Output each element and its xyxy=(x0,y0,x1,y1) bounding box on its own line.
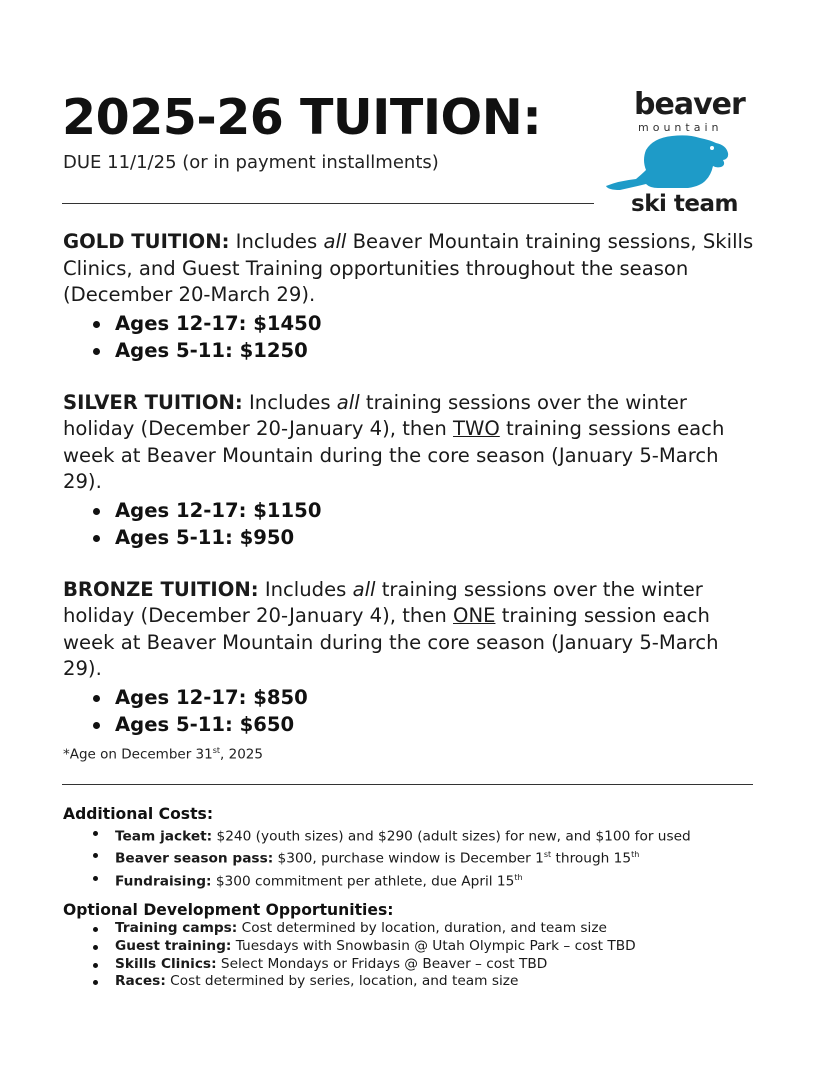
tier-desc-text: training sessions each week at Beaver Mountain during the core season (January 5-March 29). xyxy=(63,417,725,493)
logo-word-mountain: mountain xyxy=(638,121,723,134)
tier-desc-text: Includes xyxy=(229,230,324,253)
tier-description xyxy=(63,390,763,496)
opportunity-label: Guest training: xyxy=(115,937,232,954)
opportunity-item xyxy=(93,920,763,938)
cost-item xyxy=(93,824,763,846)
optional-development-heading: Optional Development Opportunities: xyxy=(63,901,394,919)
tier-desc-text: Includes xyxy=(242,390,337,414)
tuition-tiers xyxy=(63,229,763,764)
cost-item xyxy=(93,869,763,891)
tier-bronze xyxy=(63,577,763,738)
price-list xyxy=(63,684,763,738)
tier-desc-text: training sessions over the winter holiday (December 20-January 4), then xyxy=(63,390,687,440)
section-divider xyxy=(62,784,753,785)
page-title: 2025-26 TUITION: xyxy=(62,89,542,146)
price-item: Ages 12-17: $1450 xyxy=(93,310,763,337)
additional-costs-section xyxy=(63,804,763,891)
price-list xyxy=(63,310,763,364)
opportunity-item xyxy=(93,938,763,956)
tier-desc-text: Includes xyxy=(258,577,353,601)
opportunity-text: Select Mondays or Fridays @ Beaver – cost TBD xyxy=(216,955,548,972)
cost-text: through 15 xyxy=(551,850,632,867)
opportunity-text: Tuesdays with Snowbasin @ Utah Olympic Park – cost TBD xyxy=(231,937,636,954)
tier-gold xyxy=(63,229,763,364)
cost-label: Fundraising: xyxy=(115,873,212,890)
opportunity-label: Skills Clinics: xyxy=(115,955,217,972)
tier-description xyxy=(63,229,763,309)
cost-label: Beaver season pass: xyxy=(115,850,274,867)
due-date-line: DUE 11/1/25 (or in payment installments) xyxy=(63,152,439,173)
opportunity-text: Cost determined by location, duration, and team size xyxy=(237,920,607,936)
price-item: Ages 5-11: $1250 xyxy=(93,337,763,364)
opportunity-label: Training camps: xyxy=(115,920,238,936)
age-footnote xyxy=(63,746,263,763)
opportunity-item xyxy=(93,956,763,974)
cost-superscript: th xyxy=(514,872,523,882)
additional-costs-list xyxy=(63,824,763,891)
tier-name: SILVER TUITION: xyxy=(63,390,243,414)
optional-development-list xyxy=(63,920,763,991)
tier-desc-underline: ONE xyxy=(453,604,496,627)
opportunity-text: Cost determined by series, location, and team size xyxy=(165,973,519,990)
price-item: Ages 5-11: $950 xyxy=(93,524,763,551)
cost-text: $240 (youth sizes) and $290 (adult sizes) for new, and $100 for used xyxy=(212,828,691,845)
header-divider xyxy=(62,203,594,204)
cost-superscript: th xyxy=(631,850,640,860)
tier-desc-underline: TWO xyxy=(453,417,500,440)
cost-text: $300, purchase window is December 1 xyxy=(273,850,544,867)
price-list xyxy=(63,497,763,551)
opportunity-item xyxy=(93,973,763,991)
logo-word-ski-team: ski team xyxy=(631,191,738,217)
cost-superscript: st xyxy=(543,850,552,860)
footnote-text: *Age on December 31 xyxy=(63,746,213,763)
logo-word-beaver: beaver xyxy=(634,87,745,122)
cost-item xyxy=(93,846,763,868)
additional-costs-heading: Additional Costs: xyxy=(63,805,214,823)
tier-silver xyxy=(63,390,763,551)
tier-desc-text: Beaver Mountain training sessions, Skills Clinics, and Guest Training opportunities throughout the season (December 20-March 29). xyxy=(63,230,754,306)
price-item: Ages 12-17: $1150 xyxy=(93,497,763,524)
beaver-mountain-ski-team-logo xyxy=(604,88,744,220)
footnote-superscript: st xyxy=(212,746,221,755)
price-item: Ages 12-17: $850 xyxy=(93,684,763,711)
optional-development-section xyxy=(63,900,763,991)
price-item: Ages 5-11: $650 xyxy=(93,711,763,738)
cost-text: $300 commitment per athlete, due April 15 xyxy=(211,873,515,890)
tier-name: GOLD TUITION: xyxy=(63,230,230,253)
footnote-tail: , 2025 xyxy=(220,746,263,763)
tier-desc-text: training session each week at Beaver Mountain during the core season (January 5-March 29). xyxy=(63,604,719,680)
tier-desc-emphasis: all xyxy=(352,577,376,601)
opportunity-label: Races: xyxy=(115,973,166,990)
beaver-icon xyxy=(604,134,744,190)
tier-desc-emphasis: all xyxy=(323,230,347,253)
cost-label: Team jacket: xyxy=(115,828,213,845)
tier-desc-emphasis: all xyxy=(336,390,360,414)
tier-description xyxy=(63,577,763,683)
tier-name: BRONZE TUITION: xyxy=(63,577,259,601)
tier-desc-text: training sessions over the winter holiday (December 20-January 4), then xyxy=(63,577,703,627)
